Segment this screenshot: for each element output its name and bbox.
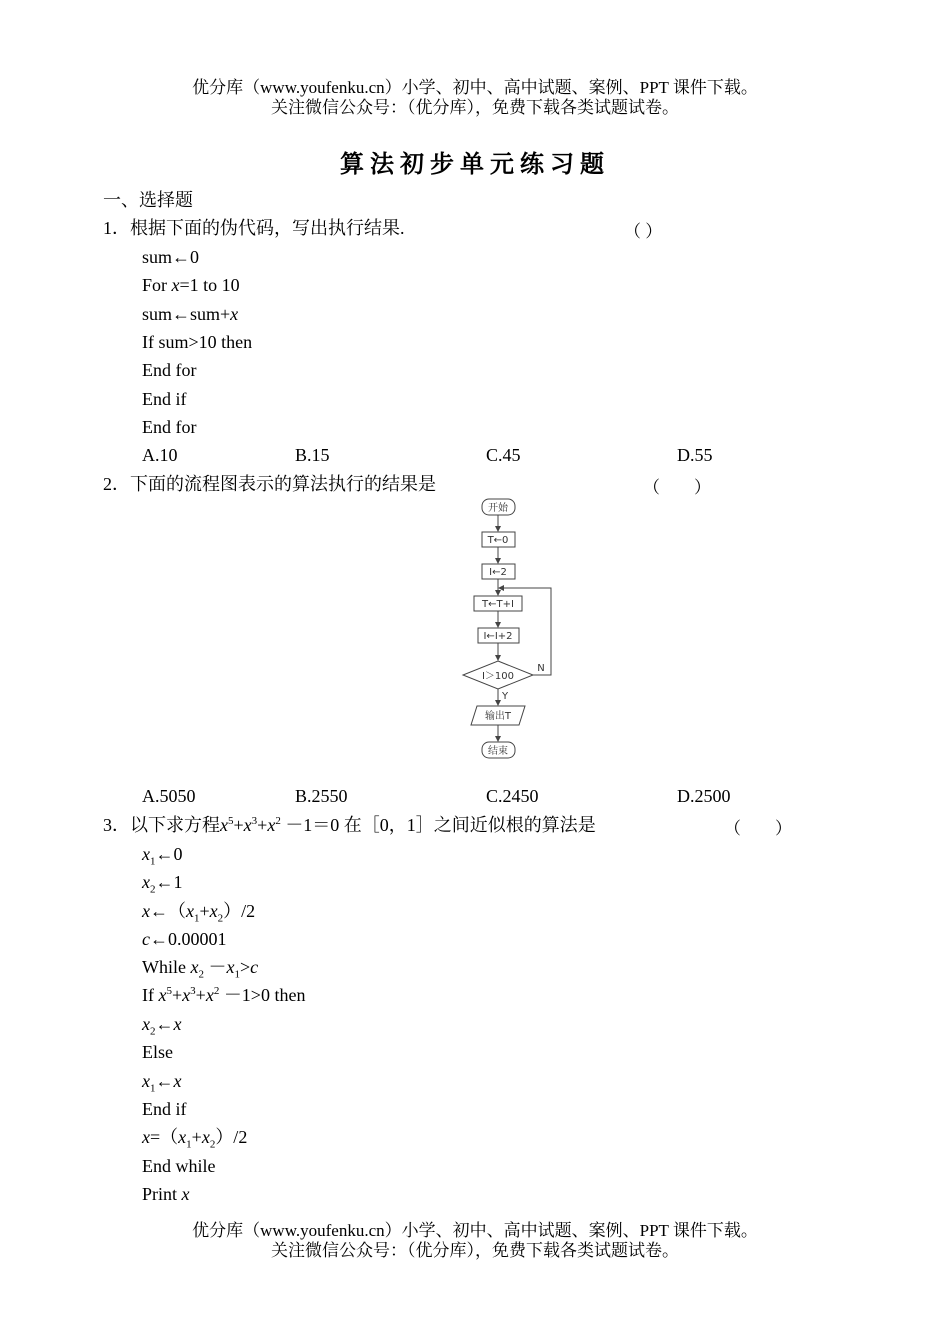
flow-no-label: N [537,663,545,674]
header-line-1: 优分库（www.youfenku.cn）小学、初中、高中试题、案例、PPT 课件下载。 [192,78,758,97]
q1-code-line: End for [142,417,197,437]
q3-code-line: c←0.00001 [142,929,227,949]
flow-yes-label: Y [501,691,509,702]
section-heading: 一、选择题 [103,190,193,210]
q2-answer-paren: （ ） [643,478,711,497]
flow-end-label: 结束 [488,746,508,757]
q3-code-line: $x_2\leftarrow 1$ [142,872,183,896]
q2-option-d: D.2500 [677,786,731,806]
q1-code-line: End for [142,360,197,380]
q1-code-line: End if [142,389,187,409]
flow-step1-label: T←0 [487,535,509,546]
page-title: 算法初步单元练习题 [340,150,610,178]
q1-option-d: D.55 [677,445,713,465]
q1-stem: 1．根据下面的伪代码，写出执行结果. [103,218,405,238]
q3-code-line: While $x_2 -x_1>c$ [142,957,259,981]
q3-code-line: $x_2\leftarrow x$ [142,1014,182,1038]
q3-code-line: $x\leftarrow(x_1+x_2)/2$ [142,901,256,925]
q1-code-line: sum←sum+x [142,304,239,324]
q3-code-line: End if [142,1099,187,1119]
q3-code-line: $x_1\leftarrow x$ [142,1071,182,1095]
header-line-2: 关注微信公众号：（优分库），免费下载各类试题试卷。 [271,98,679,117]
q2-flowchart [455,495,565,770]
q1-option-a: A.10 [142,445,178,465]
footer-line-2: 关注微信公众号：（优分库），免费下载各类试题试卷。 [271,1241,679,1260]
q1-code-line: For x=1 to 10 [142,275,240,295]
q3-code-line: $x=(x_1+x_2)/2$ [142,1127,248,1151]
footer-line-1: 优分库（www.youfenku.cn）小学、初中、高中试题、案例、PPT 课件下载。 [192,1221,758,1240]
flow-start-label: 开始 [488,503,508,514]
flow-step2-label: I←2 [489,567,507,578]
q2-option-a: A.5050 [142,786,196,806]
flow-step3-label: T←T+I [482,599,514,610]
q3-code-line: Else [142,1042,173,1062]
q3-code-line: End while [142,1156,216,1176]
q3-code-line: $x_1\leftarrow 0$ [142,844,183,868]
q3-answer-paren: （ ） [724,819,792,838]
q1-option-c: C.45 [486,445,521,465]
q1-code-line: If sum>10 then [142,332,253,352]
q3-code-line: Print x [142,1184,190,1204]
q2-option-b: B.2550 [295,786,348,806]
q1-option-b: B.15 [295,445,330,465]
q2-option-c: C.2450 [486,786,539,806]
flow-cond-label: I＞100 [481,671,515,682]
q2-stem: 2．下面的流程图表示的算法执行的结果是 [103,474,436,494]
q3-code-line: If $x^5+x^3+x^2 -1>0$ then [142,985,306,1005]
flow-step4-label: I←I+2 [483,631,513,642]
q1-answer-paren: （ ） [624,222,663,241]
flow-output-label: 输出T [484,711,512,722]
q1-code-line: sum←0 [142,247,200,267]
q3-stem: 3．以下求方程$x^5+x^3+x^2 -1=0$ 在［0，1］之间近似根的算法是 [103,815,596,835]
